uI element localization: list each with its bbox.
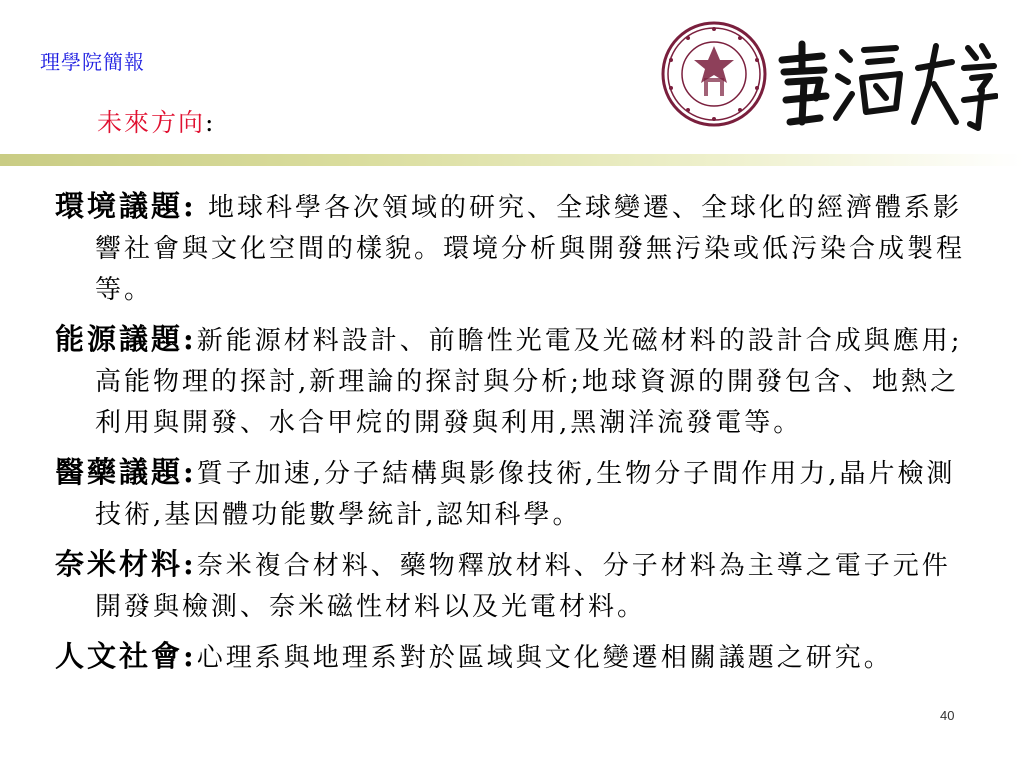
org-name: 理學院簡報 bbox=[40, 50, 145, 74]
header-divider bbox=[0, 154, 1024, 166]
list-item bbox=[55, 186, 975, 311]
list-item bbox=[55, 452, 975, 536]
item-term: 環境議題: bbox=[55, 189, 197, 223]
page-number: 40 bbox=[940, 708, 955, 723]
list-item bbox=[55, 544, 975, 628]
item-term: 人文社會: bbox=[55, 639, 197, 673]
item-text: 奈米複合材料、藥物釋放材料、分子材料為主導之電子元件開發與檢測、奈米磁性材料以及光電材料。 bbox=[95, 551, 951, 622]
slide-title-colon: : bbox=[205, 108, 216, 137]
item-text: 質子加速,分子結構與影像技術,生物分子間作用力,晶片檢測技術,基因體功能數學統計,認知科學。 bbox=[95, 459, 956, 530]
list-item bbox=[55, 319, 975, 444]
item-term: 醫藥議題: bbox=[55, 455, 197, 489]
item-term: 能源議題: bbox=[55, 322, 197, 356]
item-term: 奈米材料: bbox=[55, 547, 197, 581]
bullet-list bbox=[55, 186, 975, 687]
list-item bbox=[55, 636, 975, 679]
slide-heading bbox=[97, 103, 215, 139]
item-text: 心理系與地理系對於區域與文化變遷相關議題之研究。 bbox=[196, 643, 893, 673]
item-text: 地球科學各次領域的研究、全球變遷、全球化的經濟體系影響社會與文化空間的樣貌。環境分析與開發無污染或低污染合成製程等。 bbox=[95, 193, 966, 305]
university-calligraphy-logo bbox=[776, 38, 998, 134]
slide-title: 未來方向 bbox=[97, 108, 206, 137]
item-text: 新能源材料設計、前瞻性光電及光磁材料的設計合成與應用;高能物理的探討,新理論的探討與分析;地球資源的開發包含、地熱之利用與開發、水合甲烷的開發與利用,黑潮洋流發電等。 bbox=[95, 326, 963, 438]
university-seal-logo bbox=[660, 20, 768, 128]
